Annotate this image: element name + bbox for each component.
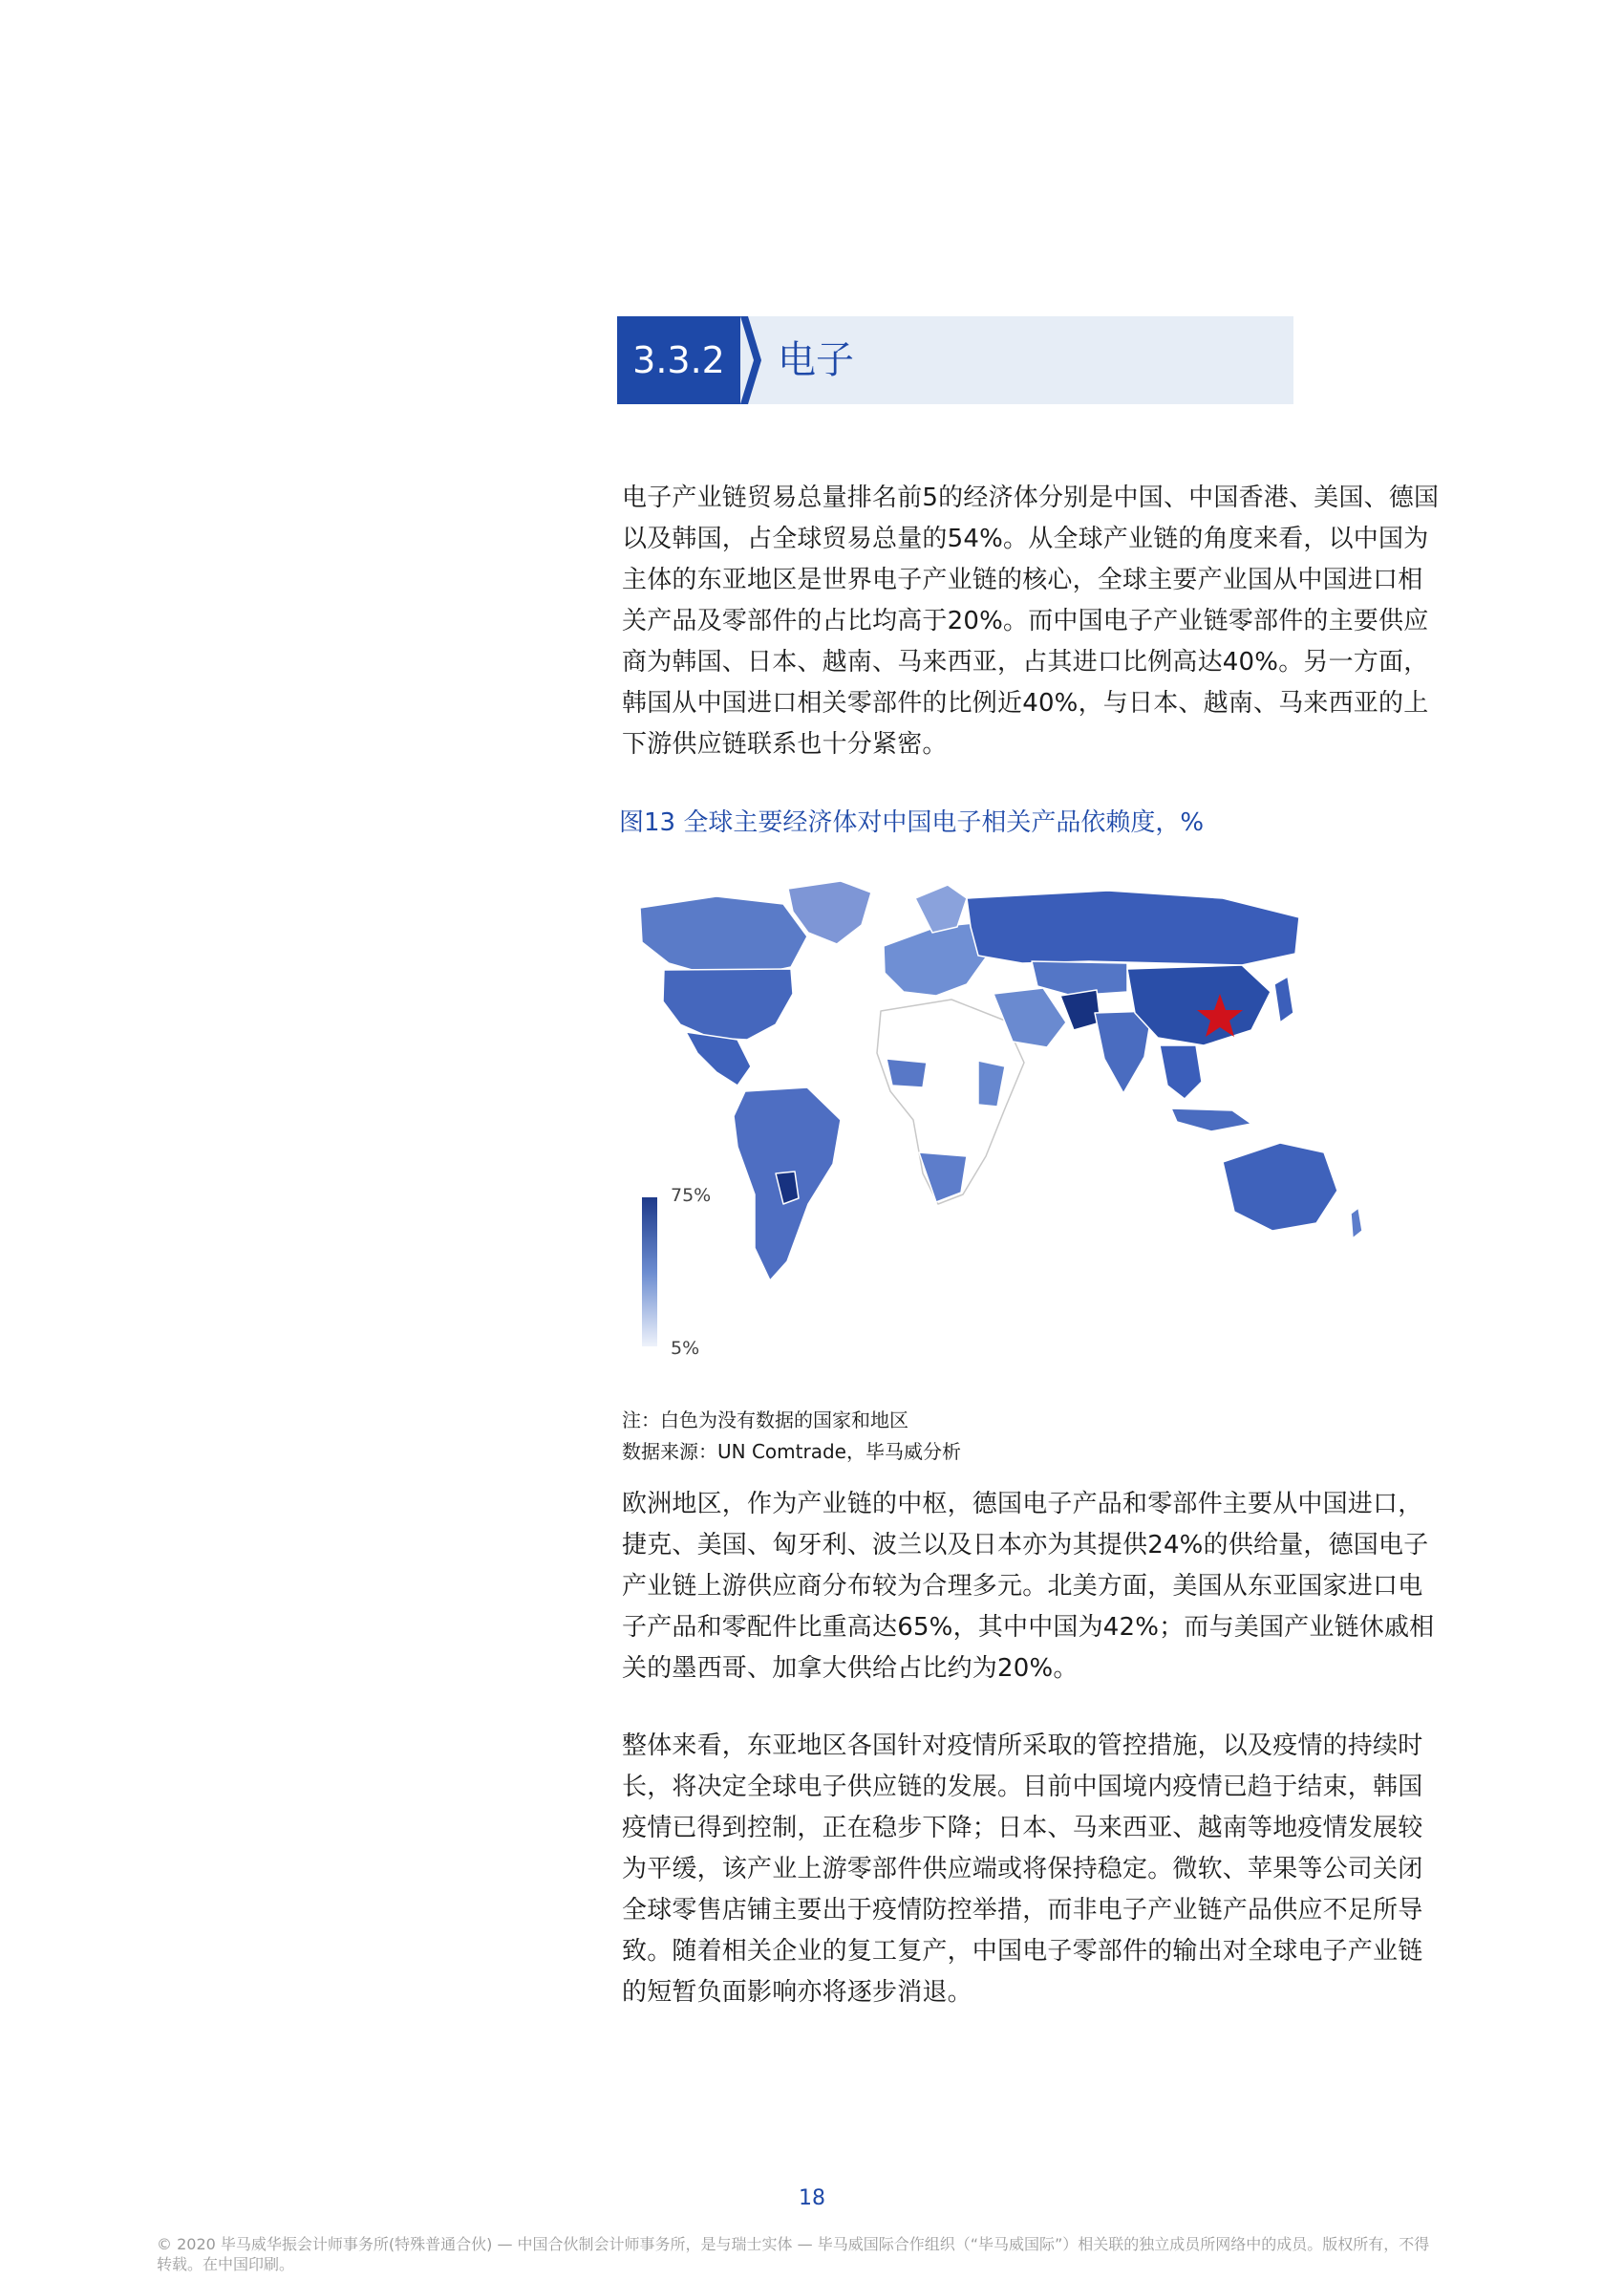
text-line: 电子产业链贸易总量排名前5的经济体分别是中国、中国香港、美国、德国 <box>622 484 1440 512</box>
map-region-southeast-asia <box>1160 1045 1202 1099</box>
world-map <box>611 870 1505 1366</box>
map-region-pakistan <box>1060 990 1100 1030</box>
text-line: 韩国从中国进口相关零部件的比例近40%，与日本、越南、马来西亚的上 <box>622 689 1429 718</box>
section-header <box>617 316 1293 404</box>
map-region-indonesia <box>1171 1108 1251 1131</box>
intro-paragraph <box>622 478 1501 765</box>
map-region-new-zealand <box>1351 1208 1362 1238</box>
section-number: 3.3.2 <box>617 316 740 404</box>
chevron-right-icon <box>740 316 761 404</box>
text-line: 关产品及零部件的占比均高于20%。而中国电子产业链零部件的主要供应 <box>622 607 1429 635</box>
text-line: 主体的东亚地区是世界电子产业链的核心，全球主要产业国从中国进口相 <box>622 566 1423 594</box>
copyright-line: © 2020 毕马威华振会计师事务所(特殊普通合伙) — 中国合伙制会计师事务所，是与瑞士实体 — 毕马威国际合作组织（“毕马威国际”）相关联的独立成员所网络中的成员。版权所有，不得 <box>157 2235 1430 2253</box>
europe-paragraph <box>622 1484 1501 1689</box>
text-line: 以及韩国，占全球贸易总量的54%。从全球产业链的角度来看，以中国为 <box>622 525 1429 553</box>
section-title: 电子 <box>778 338 854 382</box>
text-line: 欧洲地区，作为产业链的中枢，德国电子产品和零部件主要从中国进口， <box>622 1490 1423 1518</box>
legend-min-label: 5% <box>671 1338 700 1359</box>
legend-max-label: 75% <box>671 1185 712 1206</box>
map-region-europe <box>884 923 986 996</box>
copyright-notice <box>157 2234 1504 2274</box>
text-line: 致。随着相关企业的复工复产，中国电子零部件的输出对全球电子产业链 <box>622 1937 1423 1966</box>
text-line: 整体来看，东亚地区各国针对疫情所采取的管控措施，以及疫情的持续时 <box>622 1732 1423 1760</box>
text-line: 关的墨西哥、加拿大供给占比约为20%。 <box>622 1654 1079 1683</box>
text-line: 捷克、美国、匈牙利、波兰以及日本亦为其提供24%的供给量，德国电子 <box>622 1531 1429 1559</box>
text-line: 疫情已得到控制，正在稳步下降；日本、马来西亚、越南等地疫情发展较 <box>622 1814 1423 1842</box>
map-region-canada <box>640 896 807 975</box>
text-line: 商为韩国、日本、越南、马来西亚，占其进口比例高达40%。另一方面， <box>622 648 1429 677</box>
overall-paragraph <box>622 1726 1501 2013</box>
figure-title: 图13 全球主要经济体对中国电子相关产品依赖度，% <box>619 808 1205 837</box>
text-line: 子产品和零配件比重高达65%，其中中国为42%；而与美国产业链休戚相 <box>622 1613 1435 1642</box>
map-region-australia <box>1223 1143 1337 1231</box>
legend-gradient-bar <box>642 1197 657 1346</box>
copyright-line: 转载。在中国印刷。 <box>157 2255 295 2273</box>
figure-note: 注：白色为没有数据的国家和地区 <box>622 1409 908 1431</box>
text-line: 的短暂负面影响亦将逐步消退。 <box>622 1978 972 2007</box>
text-line: 长，将决定全球电子供应链的发展。目前中国境内疫情已趋于结束，韩国 <box>622 1773 1423 1801</box>
text-line: 产业链上游供应商分布较为合理多元。北美方面，美国从东亚国家进口电 <box>622 1572 1423 1601</box>
map-region-central-asia <box>1032 961 1127 996</box>
text-line: 全球零售店铺主要出于疫情防控举措，而非电子产业链产品供应不足所导 <box>622 1896 1423 1925</box>
page-number: 18 <box>799 2186 825 2210</box>
figure-source: 数据来源：UN Comtrade，毕马威分析 <box>622 1440 961 1463</box>
map-region-japan <box>1274 977 1293 1022</box>
map-region-india <box>1095 1011 1152 1093</box>
text-line: 下游供应链联系也十分紧密。 <box>622 730 948 759</box>
map-region-usa <box>663 969 793 1040</box>
text-line: 为平缓，该产业上游零部件供应端或将保持稳定。微软、苹果等公司关闭 <box>622 1855 1423 1883</box>
map-region-west-africa <box>887 1059 927 1087</box>
map-region-russia <box>967 891 1299 965</box>
